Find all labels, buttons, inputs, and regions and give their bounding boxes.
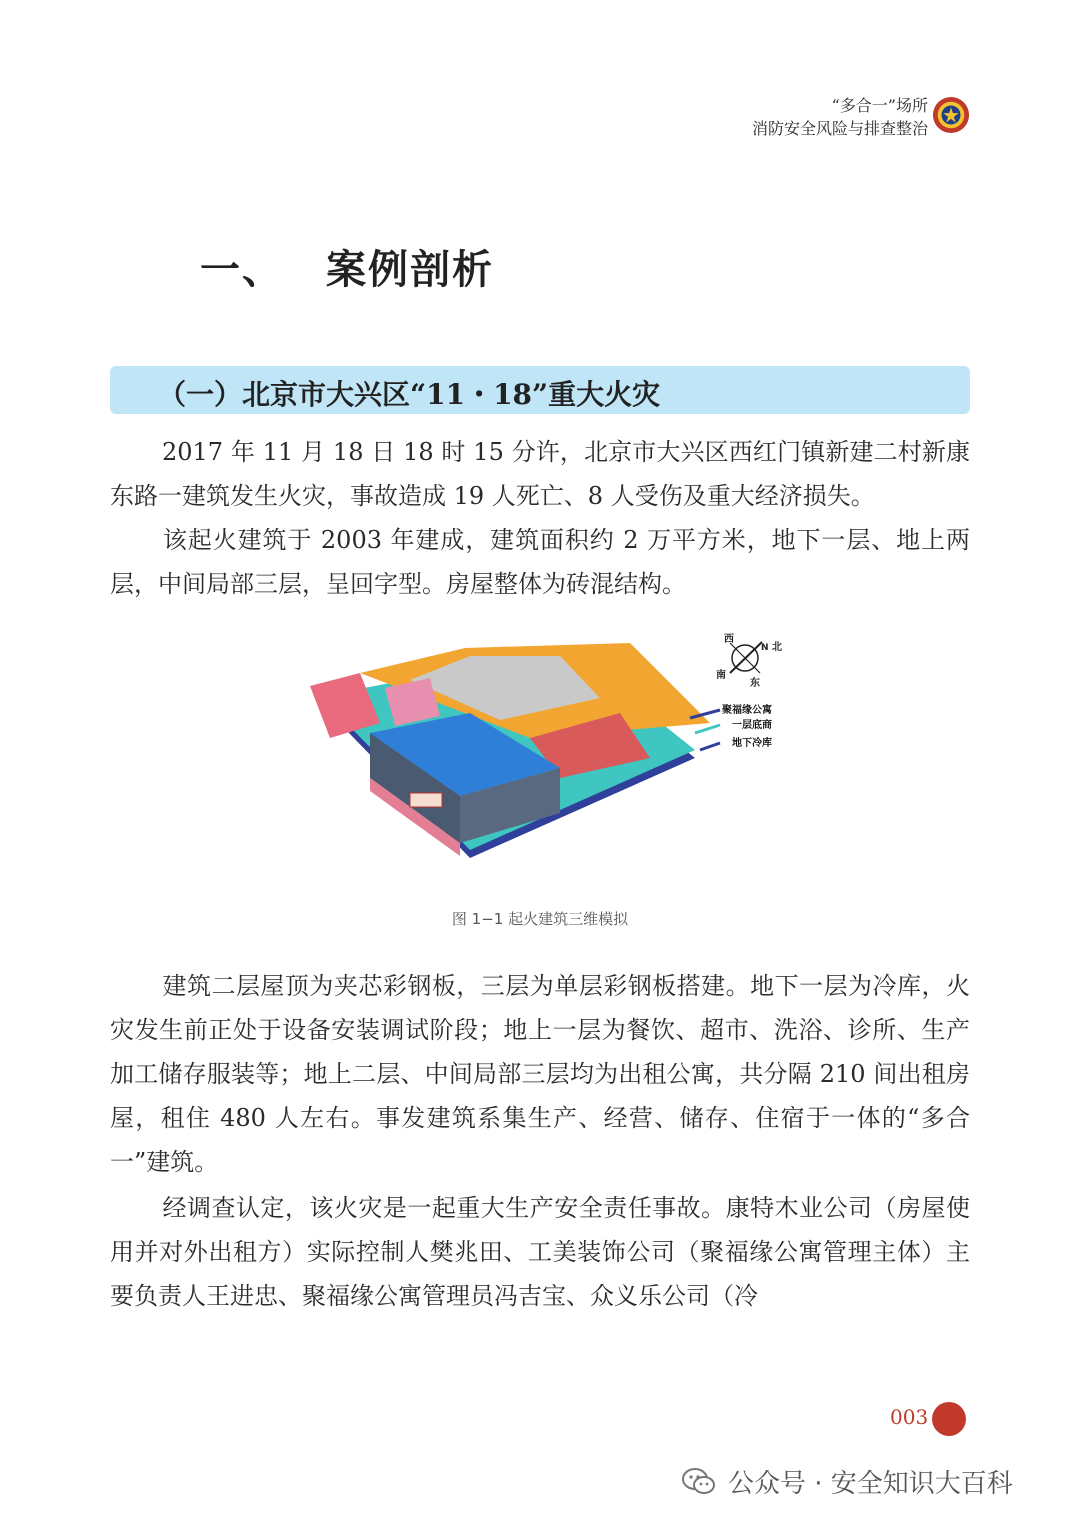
paragraph-1-text: 2017 年 11 月 18 日 18 时 15 分许，北京市大兴区西红门镇新建二村新康东路一建筑发生火灾，事故造成 19 人死亡、8 人受伤及重大经济损失。 <box>110 438 970 510</box>
chapter-number: 一、 <box>200 247 284 293</box>
page-number-dot <box>932 1402 966 1436</box>
section-title: （一）北京市大兴区“11・18”重大火灾 <box>158 378 661 411</box>
running-header <box>752 93 928 139</box>
paragraph-1 <box>110 430 970 518</box>
paragraph-2-text: 该起火建筑于 2003 年建成，建筑面积约 2 万平方米，地下一层、地上两层，中间局部三层，呈回字型。房屋整体为砖混结构。 <box>110 526 970 598</box>
compass-east: 东 <box>750 678 760 689</box>
compass-icon <box>730 642 762 673</box>
watermark-text: 公众号 · 安全知识大百科 <box>728 1469 1013 1499</box>
figure-caption: 图 1−1 起火建筑三维模拟 <box>451 910 629 928</box>
header-line-1: “多合一”场所 <box>831 96 928 115</box>
compass-west: 西 <box>724 634 734 645</box>
paragraph-2 <box>110 518 970 606</box>
fire-rescue-emblem-icon <box>932 96 970 134</box>
paragraph-4 <box>110 1186 970 1318</box>
chapter-title-text: 案例剖析 <box>326 247 494 293</box>
label-apartment: 聚福缘公寓 <box>722 705 772 716</box>
page-number: 003 <box>890 1405 929 1429</box>
chapter-title <box>200 238 494 295</box>
compass-n: N <box>761 643 769 653</box>
header-line-2: 消防安全风险与排查整治 <box>751 119 928 138</box>
building-3d-illustration <box>300 628 800 898</box>
paragraph-4-text: 经调查认定，该火灾是一起重大生产安全责任事故。康特木业公司（房屋使用并对外出租方）实际控制人樊兆田、工美装饰公司（聚福缘公寓管理主体）主要负责人王进忠、聚福缘公寓管理员冯吉宝、众义乐公司（冷 <box>110 1194 970 1310</box>
paragraph-3-text: 建筑二层屋顶为夹芯彩钢板，三层为单层彩钢板搭建。地下一层为冷库，火灾发生前正处于设备安装调试阶段；地上一层为餐饮、超市、洗浴、诊所、生产加工储存服装等；地上二层、中间局部三层均为出租公寓，共分隔 210 间出租房屋，租住 480 人左右。事发建筑系集生产、经营、储存、住宿于一体的“多合一”建筑。 <box>110 972 970 1176</box>
section-heading-bar <box>110 366 970 414</box>
wechat-icon <box>682 1467 716 1497</box>
compass-north: 北 <box>772 642 782 653</box>
watermark <box>682 1463 1013 1500</box>
label-cold-storage: 地下冷库 <box>732 738 772 749</box>
paragraph-3 <box>110 964 970 1184</box>
label-ground-shop: 一层底商 <box>732 720 772 731</box>
compass-south: 南 <box>716 670 726 681</box>
